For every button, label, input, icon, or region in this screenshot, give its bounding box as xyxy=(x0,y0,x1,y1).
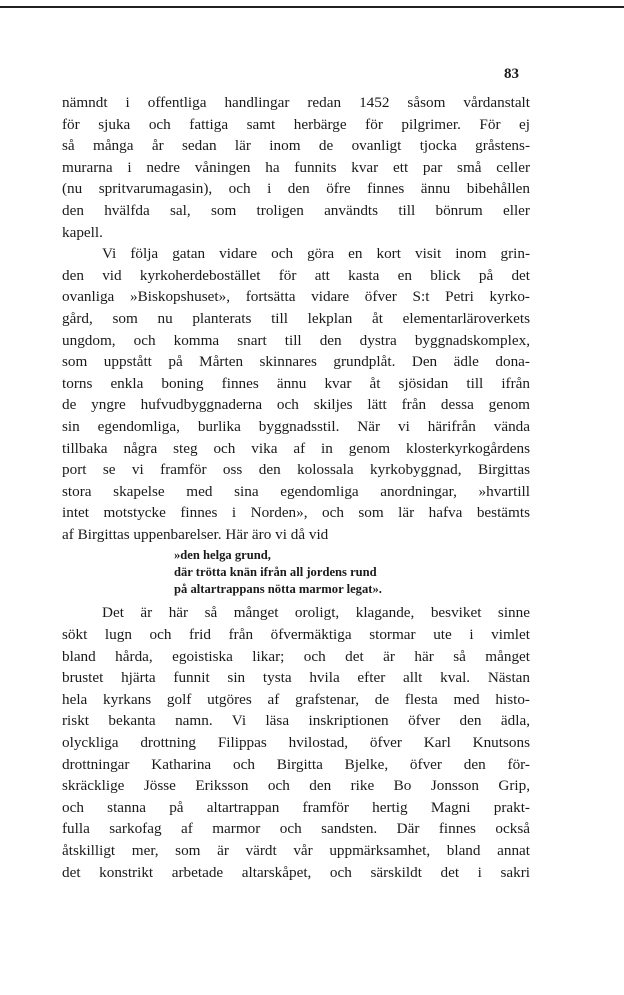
text-line: ungdom, och komma snart till den dystra byggnadskomplex, xyxy=(62,331,530,349)
text-line: den hvälfda sal, som troligen användts till bönrum eller xyxy=(62,201,530,219)
text-line: olyckliga drottning Filippas hvilostad, öfver Karl Knutsons xyxy=(62,734,530,752)
text-line: (nu spritvarumagasin), och i den öfre finnes ännu bibehållen xyxy=(62,180,530,198)
text-line: ovanliga »Biskopshuset», fortsätta vidare öfver S:t Petri kyrko- xyxy=(62,288,530,306)
quote-line: där trötta knän ifrån all jordens rund xyxy=(174,565,377,580)
text-line: och stanna på altartrappan framför hertig Magni prakt- xyxy=(62,798,530,816)
paragraph-3 xyxy=(62,602,530,883)
verse-quote xyxy=(174,547,530,598)
text-line: Vi följa gatan vidare och göra en kort visit inom grin- xyxy=(102,245,530,263)
text-line: hela kyrkans golf utgöres af grafstenar, de flesta med histo- xyxy=(62,690,530,708)
text-line: tillbaka några steg och vika af in genom klosterkyrkogårdens xyxy=(62,439,530,457)
text-line: kapell. xyxy=(62,223,103,241)
text-line: de yngre hufvudbyggnaderna och skiljes lätt från dessa genom xyxy=(62,396,530,414)
text-line: port se vi framför oss den kolossala kyrkobyggnad, Birgittas xyxy=(62,461,530,479)
text-line: torns enkla boning finnes ännu kvar åt sjösidan till ifrån xyxy=(62,374,530,392)
text-line: för sjuka och fattiga samt herbärge för pilgrimer. För ej xyxy=(62,115,530,133)
text-line: det konstrikt arbetade altarskåpet, och särskildt det i sakri xyxy=(62,863,530,881)
text-line: bland hårda, egoistiska likar; och det är här så månget xyxy=(62,647,530,665)
quote-line: »den helga grund, xyxy=(174,548,271,563)
text-line: af Birgittas uppenbarelser. Här äro vi då vid xyxy=(62,525,329,543)
text-line: riskt bekanta namn. Vi läsa inskriptionen öfver den ädla, xyxy=(62,712,530,730)
text-line: gård, som nu planterats till lekplan åt elementarläroverkets xyxy=(62,309,530,327)
page-number: 83 xyxy=(504,66,519,82)
text-line: sökt lugn och frid från öfvermäktiga stormar ute i vimlet xyxy=(62,626,530,644)
text-line: Det är här så månget oroligt, klagande, besviket sinne xyxy=(102,604,530,622)
text-line: skräcklige Jösse Eriksson och den rike Bo Jonsson Grip, xyxy=(62,777,530,795)
quote-line: på altartrappans nötta marmor legat». xyxy=(174,582,382,597)
text-line: murarna i nedre våningen ha funnits kvar ett par små celler xyxy=(62,158,530,176)
paragraph-1 xyxy=(62,92,530,243)
text-line: sin egendomliga, burlika byggnadsstil. När vi härifrån vända xyxy=(62,417,530,435)
text-line: fulla sarkofag af marmor och sandsten. Där finnes också xyxy=(62,820,530,838)
top-rule xyxy=(0,6,624,8)
text-line: intet motstycke finnes i Norden», och som lär hafva bestämts xyxy=(62,504,530,522)
body-text xyxy=(62,92,530,883)
text-line: drottningar Katharina och Birgitta Bjelke, öfver den för- xyxy=(62,755,530,773)
text-line: åtskilligt mer, som är värdt vår uppmärksamhet, bland annat xyxy=(62,842,530,859)
paragraph-2 xyxy=(62,243,530,545)
text-line: som uppstått på Mårten skinnares grundplåt. Den ädle dona- xyxy=(62,353,530,371)
text-line: nämndt i offentliga handlingar redan 1452 såsom vårdanstalt xyxy=(62,94,530,111)
text-line: den vid kyrkoherdebostället för att kasta en blick på det xyxy=(62,266,530,284)
text-line: stora skapelse med sina egendomliga anordningar, »hvartill xyxy=(62,482,530,500)
text-line: så många år sedan lär inom de ovanligt tjocka gråstens- xyxy=(62,137,530,155)
text-line: brustet hjärta funnit sin tysta hvila efter allt kval. Nästan xyxy=(62,669,530,687)
